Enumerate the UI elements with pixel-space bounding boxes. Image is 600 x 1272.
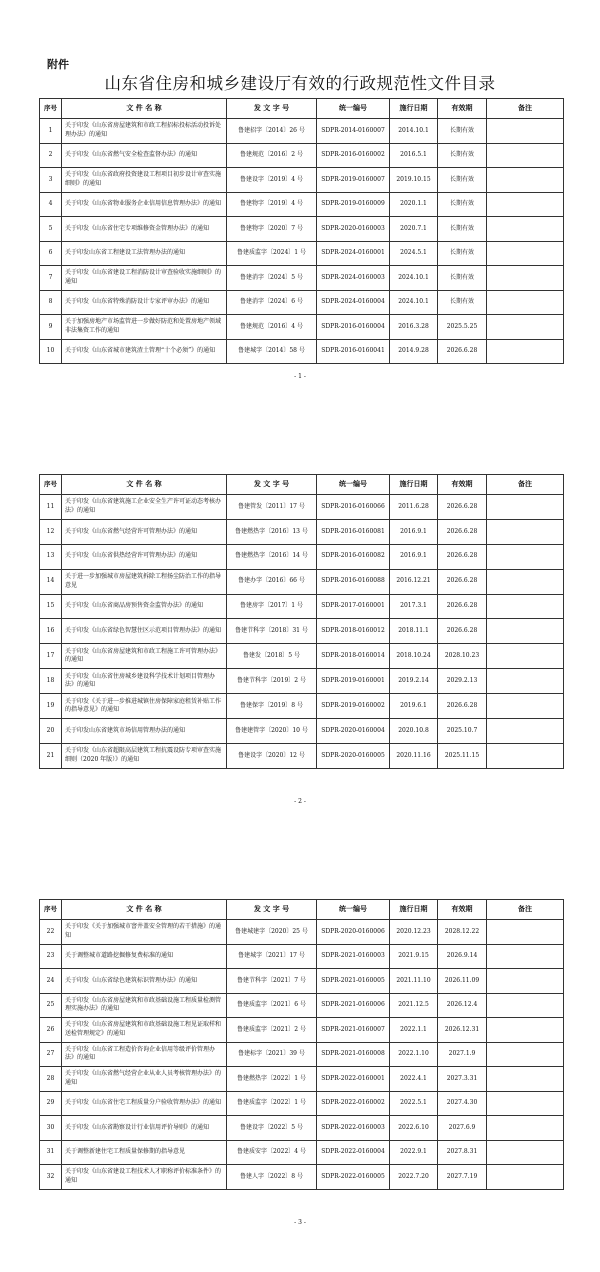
row-number-cell: 9 bbox=[40, 315, 62, 340]
row-number-cell: 24 bbox=[40, 969, 62, 994]
file-name-cell: 关于印发山东省建筑市场信用管理办法的通知 bbox=[62, 719, 227, 744]
unified-code-cell: SDPR-2020-0160004 bbox=[317, 719, 390, 744]
validity-period-cell: 长期有效 bbox=[438, 266, 487, 291]
file-name-cell: 关于印发《山东省住宅专项维修资金管理办法》的通知 bbox=[62, 217, 227, 242]
column-header-remark: 备注 bbox=[487, 900, 564, 920]
column-header-remark: 备注 bbox=[487, 475, 564, 495]
issue-number-cell: 鲁建标字〔2021〕39 号 bbox=[227, 1042, 317, 1067]
row-number-cell: 11 bbox=[40, 495, 62, 520]
issue-number-cell: 鲁建消字〔2024〕5 号 bbox=[227, 266, 317, 291]
issue-number-cell: 鲁建燃热字〔2016〕13 号 bbox=[227, 519, 317, 544]
effective-date-cell: 2018.10.24 bbox=[390, 644, 438, 669]
validity-period-cell: 长期有效 bbox=[438, 217, 487, 242]
validity-period-cell: 长期有效 bbox=[438, 119, 487, 144]
remark-cell bbox=[487, 1116, 564, 1141]
row-number-cell: 4 bbox=[40, 192, 62, 217]
remark-cell bbox=[487, 969, 564, 994]
remark-cell bbox=[487, 544, 564, 569]
table-row bbox=[40, 217, 564, 242]
unified-code-cell: SDPR-2021-0160003 bbox=[317, 944, 390, 969]
effective-date-cell: 2011.6.28 bbox=[390, 495, 438, 520]
remark-cell bbox=[487, 944, 564, 969]
file-table-page-3 bbox=[39, 899, 564, 1190]
effective-date-cell: 2017.3.1 bbox=[390, 594, 438, 619]
validity-period-cell: 2026.12.4 bbox=[438, 993, 487, 1018]
row-number-cell: 21 bbox=[40, 743, 62, 768]
issue-number-cell: 鲁建保字〔2019〕8 号 bbox=[227, 694, 317, 719]
row-number-cell: 30 bbox=[40, 1116, 62, 1141]
table-row bbox=[40, 168, 564, 193]
table-row bbox=[40, 495, 564, 520]
remark-cell bbox=[487, 1042, 564, 1067]
unified-code-cell: SDPR-2024-0160004 bbox=[317, 290, 390, 315]
remark-cell bbox=[487, 1091, 564, 1116]
remark-cell bbox=[487, 315, 564, 340]
file-name-cell: 关于印发《山东省燃气经营许可管理办法》的通知 bbox=[62, 519, 227, 544]
unified-code-cell: SDPR-2014-0160007 bbox=[317, 119, 390, 144]
unified-code-cell: SDPR-2020-0160005 bbox=[317, 743, 390, 768]
issue-number-cell: 鲁建节科字〔2021〕7 号 bbox=[227, 969, 317, 994]
row-number-cell: 3 bbox=[40, 168, 62, 193]
validity-period-cell: 2026.6.28 bbox=[438, 495, 487, 520]
unified-code-cell: SDPR-2019-0160002 bbox=[317, 694, 390, 719]
validity-period-cell: 2026.6.28 bbox=[438, 569, 487, 594]
validity-period-cell: 2025.10.7 bbox=[438, 719, 487, 744]
effective-date-cell: 2016.5.1 bbox=[390, 143, 438, 168]
table-row bbox=[40, 544, 564, 569]
row-number-cell: 10 bbox=[40, 339, 62, 364]
unified-code-cell: SDPR-2016-0160082 bbox=[317, 544, 390, 569]
row-number-cell: 25 bbox=[40, 993, 62, 1018]
effective-date-cell: 2022.9.1 bbox=[390, 1140, 438, 1165]
issue-number-cell: 鲁建设字〔2019〕4 号 bbox=[227, 168, 317, 193]
effective-date-cell: 2014.10.1 bbox=[390, 119, 438, 144]
remark-cell bbox=[487, 1165, 564, 1190]
validity-period-cell: 长期有效 bbox=[438, 192, 487, 217]
effective-date-cell: 2016.9.1 bbox=[390, 544, 438, 569]
validity-period-cell: 2028.12.22 bbox=[438, 920, 487, 945]
file-name-cell: 关于印发《山东省房屋建筑和市政工程施工许可管理办法》的通知 bbox=[62, 644, 227, 669]
column-header-code: 统一编号 bbox=[317, 99, 390, 119]
unified-code-cell: SDPR-2020-0160006 bbox=[317, 920, 390, 945]
column-header-issue-no: 发 文 字 号 bbox=[227, 900, 317, 920]
effective-date-cell: 2021.11.10 bbox=[390, 969, 438, 994]
unified-code-cell: SDPR-2021-0160007 bbox=[317, 1018, 390, 1043]
table-row bbox=[40, 743, 564, 768]
issue-number-cell: 鲁建燃热字〔2022〕1 号 bbox=[227, 1067, 317, 1092]
row-number-cell: 29 bbox=[40, 1091, 62, 1116]
effective-date-cell: 2024.10.1 bbox=[390, 266, 438, 291]
effective-date-cell: 2020.1.1 bbox=[390, 192, 438, 217]
file-name-cell: 关于印发《山东省物业服务企业信用信息管理办法》的通知 bbox=[62, 192, 227, 217]
file-name-cell: 关于印发《山东省勘察设计行业信用评价导则》的通知 bbox=[62, 1116, 227, 1141]
issue-number-cell: 鲁建房字〔2017〕1 号 bbox=[227, 594, 317, 619]
table-row bbox=[40, 1091, 564, 1116]
unified-code-cell: SDPR-2019-0160007 bbox=[317, 168, 390, 193]
issue-number-cell: 鲁建质安字〔2022〕4 号 bbox=[227, 1140, 317, 1165]
unified-code-cell: SDPR-2021-0160006 bbox=[317, 993, 390, 1018]
validity-period-cell: 2026.9.14 bbox=[438, 944, 487, 969]
validity-period-cell: 长期有效 bbox=[438, 143, 487, 168]
table-row bbox=[40, 569, 564, 594]
column-header-valid: 有效期 bbox=[438, 475, 487, 495]
table-row bbox=[40, 719, 564, 744]
row-number-cell: 17 bbox=[40, 644, 62, 669]
file-name-cell: 关于印发《山东省绿色智慧住区示范项目管理办法》的通知 bbox=[62, 619, 227, 644]
column-header-valid: 有效期 bbox=[438, 900, 487, 920]
file-table-page-1 bbox=[39, 98, 564, 364]
remark-cell bbox=[487, 719, 564, 744]
file-name-cell: 关于加强房地产市场监管进一步做好防范和处置房地产领域非法集资工作的通知 bbox=[62, 315, 227, 340]
remark-cell bbox=[487, 1018, 564, 1043]
column-header-name: 文 件 名 称 bbox=[62, 475, 227, 495]
table-header-row bbox=[40, 99, 564, 119]
table-row bbox=[40, 315, 564, 340]
effective-date-cell: 2021.9.15 bbox=[390, 944, 438, 969]
file-name-cell: 关于印发《山东省燃气经营企业从业人员考核管理办法》的通知 bbox=[62, 1067, 227, 1092]
row-number-cell: 16 bbox=[40, 619, 62, 644]
file-name-cell: 关于印发山东省工程建设工法管理办法的通知 bbox=[62, 241, 227, 266]
issue-number-cell: 鲁建管发〔2011〕17 号 bbox=[227, 495, 317, 520]
effective-date-cell: 2022.4.1 bbox=[390, 1067, 438, 1092]
row-number-cell: 23 bbox=[40, 944, 62, 969]
validity-period-cell: 2026.6.28 bbox=[438, 619, 487, 644]
column-header-date: 施行日期 bbox=[390, 900, 438, 920]
remark-cell bbox=[487, 217, 564, 242]
file-name-cell: 关于印发《关于加强城市窨井盖安全管理的若干措施》的通知 bbox=[62, 920, 227, 945]
validity-period-cell: 2027.8.31 bbox=[438, 1140, 487, 1165]
unified-code-cell: SDPR-2024-0160001 bbox=[317, 241, 390, 266]
file-name-cell: 关于印发《山东省特殊消防设计专家评审办法》的通知 bbox=[62, 290, 227, 315]
row-number-cell: 7 bbox=[40, 266, 62, 291]
effective-date-cell: 2018.11.1 bbox=[390, 619, 438, 644]
effective-date-cell: 2020.7.1 bbox=[390, 217, 438, 242]
issue-number-cell: 鲁建设字〔2022〕5 号 bbox=[227, 1116, 317, 1141]
effective-date-cell: 2019.6.1 bbox=[390, 694, 438, 719]
effective-date-cell: 2022.1.1 bbox=[390, 1018, 438, 1043]
issue-number-cell: 鲁建燃热字〔2016〕14 号 bbox=[227, 544, 317, 569]
table-row bbox=[40, 920, 564, 945]
row-number-cell: 26 bbox=[40, 1018, 62, 1043]
effective-date-cell: 2016.12.21 bbox=[390, 569, 438, 594]
remark-cell bbox=[487, 290, 564, 315]
row-number-cell: 1 bbox=[40, 119, 62, 144]
issue-number-cell: 鲁建招字〔2014〕26 号 bbox=[227, 119, 317, 144]
validity-period-cell: 2026.6.28 bbox=[438, 339, 487, 364]
column-header-no: 序号 bbox=[40, 99, 62, 119]
file-name-cell: 关于印发《山东省商品房预售资金监管办法》的通知 bbox=[62, 594, 227, 619]
validity-period-cell: 2027.6.9 bbox=[438, 1116, 487, 1141]
remark-cell bbox=[487, 569, 564, 594]
effective-date-cell: 2024.10.1 bbox=[390, 290, 438, 315]
effective-date-cell: 2024.5.1 bbox=[390, 241, 438, 266]
table-row bbox=[40, 1165, 564, 1190]
effective-date-cell: 2020.10.8 bbox=[390, 719, 438, 744]
unified-code-cell: SDPR-2022-0160001 bbox=[317, 1067, 390, 1092]
row-number-cell: 32 bbox=[40, 1165, 62, 1190]
file-name-cell: 关于印发《山东省建设工程技术人才职称评价标准条件》的通知 bbox=[62, 1165, 227, 1190]
unified-code-cell: SDPR-2021-0160008 bbox=[317, 1042, 390, 1067]
effective-date-cell: 2022.1.10 bbox=[390, 1042, 438, 1067]
unified-code-cell: SDPR-2022-0160003 bbox=[317, 1116, 390, 1141]
issue-number-cell: 鲁建人字〔2022〕8 号 bbox=[227, 1165, 317, 1190]
unified-code-cell: SDPR-2019-0160009 bbox=[317, 192, 390, 217]
validity-period-cell: 2027.7.19 bbox=[438, 1165, 487, 1190]
unified-code-cell: SDPR-2016-0160041 bbox=[317, 339, 390, 364]
row-number-cell: 14 bbox=[40, 569, 62, 594]
row-number-cell: 2 bbox=[40, 143, 62, 168]
row-number-cell: 19 bbox=[40, 694, 62, 719]
unified-code-cell: SDPR-2016-0160066 bbox=[317, 495, 390, 520]
table-row bbox=[40, 290, 564, 315]
validity-period-cell: 2026.11.09 bbox=[438, 969, 487, 994]
file-name-cell: 关于印发《山东省供热经营许可管理办法》的通知 bbox=[62, 544, 227, 569]
validity-period-cell: 长期有效 bbox=[438, 168, 487, 193]
unified-code-cell: SDPR-2022-0160004 bbox=[317, 1140, 390, 1165]
validity-period-cell: 2027.3.31 bbox=[438, 1067, 487, 1092]
attachment-label: 附件 bbox=[47, 58, 69, 71]
table-row bbox=[40, 1042, 564, 1067]
row-number-cell: 15 bbox=[40, 594, 62, 619]
remark-cell bbox=[487, 1067, 564, 1092]
file-name-cell: 关于调整新建住宅工程质量保修期的指导意见 bbox=[62, 1140, 227, 1165]
unified-code-cell: SDPR-2016-0160002 bbox=[317, 143, 390, 168]
effective-date-cell: 2021.12.5 bbox=[390, 993, 438, 1018]
row-number-cell: 31 bbox=[40, 1140, 62, 1165]
issue-number-cell: 鲁建城字〔2014〕58 号 bbox=[227, 339, 317, 364]
unified-code-cell: SDPR-2016-0160004 bbox=[317, 315, 390, 340]
table-row bbox=[40, 993, 564, 1018]
validity-period-cell: 2026.6.28 bbox=[438, 544, 487, 569]
file-name-cell: 关于印发《山东省建筑施工企业安全生产许可证动态考核办法》的通知 bbox=[62, 495, 227, 520]
table-row bbox=[40, 241, 564, 266]
column-header-no: 序号 bbox=[40, 475, 62, 495]
issue-number-cell: 鲁建规范〔2016〕2 号 bbox=[227, 143, 317, 168]
validity-period-cell: 2026.6.28 bbox=[438, 519, 487, 544]
file-name-cell: 关于印发《关于进一步推进城镇住房保障家庭租赁补贴工作的指导意见》的通知 bbox=[62, 694, 227, 719]
remark-cell bbox=[487, 743, 564, 768]
effective-date-cell: 2022.6.10 bbox=[390, 1116, 438, 1141]
unified-code-cell: SDPR-2022-0160002 bbox=[317, 1091, 390, 1116]
remark-cell bbox=[487, 168, 564, 193]
unified-code-cell: SDPR-2018-0160014 bbox=[317, 644, 390, 669]
table-row bbox=[40, 1018, 564, 1043]
document-title: 山东省住房和城乡建设厅有效的行政规范性文件目录 bbox=[104, 74, 496, 93]
issue-number-cell: 鲁建发〔2018〕5 号 bbox=[227, 644, 317, 669]
column-header-name: 文 件 名 称 bbox=[62, 99, 227, 119]
effective-date-cell: 2022.5.1 bbox=[390, 1091, 438, 1116]
validity-period-cell: 2025.5.25 bbox=[438, 315, 487, 340]
row-number-cell: 27 bbox=[40, 1042, 62, 1067]
validity-period-cell: 2026.6.28 bbox=[438, 594, 487, 619]
issue-number-cell: 鲁建物字〔2019〕4 号 bbox=[227, 192, 317, 217]
remark-cell bbox=[487, 119, 564, 144]
issue-number-cell: 鲁建质监字〔2021〕2 号 bbox=[227, 1018, 317, 1043]
unified-code-cell: SDPR-2024-0160003 bbox=[317, 266, 390, 291]
remark-cell bbox=[487, 619, 564, 644]
table-header-row bbox=[40, 900, 564, 920]
effective-date-cell: 2020.11.16 bbox=[390, 743, 438, 768]
remark-cell bbox=[487, 594, 564, 619]
unified-code-cell: SDPR-2016-0160081 bbox=[317, 519, 390, 544]
issue-number-cell: 鲁建消字〔2024〕6 号 bbox=[227, 290, 317, 315]
remark-cell bbox=[487, 694, 564, 719]
table-header-row bbox=[40, 475, 564, 495]
unified-code-cell: SDPR-2016-0160088 bbox=[317, 569, 390, 594]
remark-cell bbox=[487, 266, 564, 291]
table-row bbox=[40, 669, 564, 694]
issue-number-cell: 鲁建规范〔2016〕4 号 bbox=[227, 315, 317, 340]
remark-cell bbox=[487, 1140, 564, 1165]
issue-number-cell: 鲁建城建字〔2020〕25 号 bbox=[227, 920, 317, 945]
row-number-cell: 8 bbox=[40, 290, 62, 315]
file-name-cell: 关于进一步加强城市房屋建筑拆除工程扬尘防治工作的指导意见 bbox=[62, 569, 227, 594]
issue-number-cell: 鲁建节科字〔2018〕31 号 bbox=[227, 619, 317, 644]
issue-number-cell: 鲁建建管字〔2020〕10 号 bbox=[227, 719, 317, 744]
row-number-cell: 5 bbox=[40, 217, 62, 242]
issue-number-cell: 鲁建办字〔2016〕66 号 bbox=[227, 569, 317, 594]
table-row bbox=[40, 519, 564, 544]
unified-code-cell: SDPR-2017-0160001 bbox=[317, 594, 390, 619]
file-table-page-2 bbox=[39, 474, 564, 769]
validity-period-cell: 长期有效 bbox=[438, 241, 487, 266]
column-header-code: 统一编号 bbox=[317, 475, 390, 495]
table-row bbox=[40, 694, 564, 719]
table-row bbox=[40, 1067, 564, 1092]
file-name-cell: 关于印发《山东省建设工程消防设计审查验收实施细则》的通知 bbox=[62, 266, 227, 291]
issue-number-cell: 鲁建设字〔2020〕12 号 bbox=[227, 743, 317, 768]
table-row bbox=[40, 266, 564, 291]
validity-period-cell: 2029.2.13 bbox=[438, 669, 487, 694]
unified-code-cell: SDPR-2018-0160012 bbox=[317, 619, 390, 644]
remark-cell bbox=[487, 143, 564, 168]
table-row bbox=[40, 944, 564, 969]
file-name-cell: 关于印发《山东省房屋建筑和市政基础设施工程质量检测管理实施办法》的通知 bbox=[62, 993, 227, 1018]
issue-number-cell: 鲁建质监字〔2024〕1 号 bbox=[227, 241, 317, 266]
validity-period-cell: 2027.1.9 bbox=[438, 1042, 487, 1067]
remark-cell bbox=[487, 519, 564, 544]
column-header-no: 序号 bbox=[40, 900, 62, 920]
column-header-date: 施行日期 bbox=[390, 475, 438, 495]
table-row bbox=[40, 119, 564, 144]
effective-date-cell: 2014.9.28 bbox=[390, 339, 438, 364]
table-row bbox=[40, 594, 564, 619]
validity-period-cell: 2025.11.15 bbox=[438, 743, 487, 768]
table-row bbox=[40, 644, 564, 669]
file-name-cell: 关于印发《山东省房屋建筑和市政基础设施工程见证取样和送检管理规定》的通知 bbox=[62, 1018, 227, 1043]
row-number-cell: 12 bbox=[40, 519, 62, 544]
remark-cell bbox=[487, 993, 564, 1018]
column-header-issue-no: 发 文 字 号 bbox=[227, 475, 317, 495]
row-number-cell: 20 bbox=[40, 719, 62, 744]
file-name-cell: 关于印发《山东省政府投资建设工程项目初步设计审查实施细则》的通知 bbox=[62, 168, 227, 193]
remark-cell bbox=[487, 920, 564, 945]
file-name-cell: 关于印发《山东省工程造价咨询企业信用等级评价管理办法》的通知 bbox=[62, 1042, 227, 1067]
validity-period-cell: 2027.4.30 bbox=[438, 1091, 487, 1116]
issue-number-cell: 鲁建质监字〔2021〕6 号 bbox=[227, 993, 317, 1018]
effective-date-cell: 2016.9.1 bbox=[390, 519, 438, 544]
file-name-cell: 关于印发《山东省住房城乡建设科学技术计划项目管理办法》的通知 bbox=[62, 669, 227, 694]
remark-cell bbox=[487, 241, 564, 266]
column-header-remark: 备注 bbox=[487, 99, 564, 119]
page-number: - 1 - bbox=[294, 373, 306, 380]
issue-number-cell: 鲁建节科字〔2019〕2 号 bbox=[227, 669, 317, 694]
table-row bbox=[40, 969, 564, 994]
row-number-cell: 6 bbox=[40, 241, 62, 266]
validity-period-cell: 长期有效 bbox=[438, 290, 487, 315]
file-name-cell: 关于印发《山东省燃气安全检查监督办法》的通知 bbox=[62, 143, 227, 168]
effective-date-cell: 2019.10.15 bbox=[390, 168, 438, 193]
validity-period-cell: 2028.10.23 bbox=[438, 644, 487, 669]
validity-period-cell: 2026.12.31 bbox=[438, 1018, 487, 1043]
remark-cell bbox=[487, 669, 564, 694]
remark-cell bbox=[487, 644, 564, 669]
effective-date-cell: 2020.12.23 bbox=[390, 920, 438, 945]
column-header-issue-no: 发 文 字 号 bbox=[227, 99, 317, 119]
file-name-cell: 关于印发《山东省房屋建筑和市政工程招标投标活动投诉处理办法》的通知 bbox=[62, 119, 227, 144]
column-header-valid: 有效期 bbox=[438, 99, 487, 119]
row-number-cell: 28 bbox=[40, 1067, 62, 1092]
file-name-cell: 关于印发《山东省绿色建筑标识管理办法》的通知 bbox=[62, 969, 227, 994]
file-name-cell: 关于印发《山东省住宅工程质量分户验收管理办法》的通知 bbox=[62, 1091, 227, 1116]
file-name-cell: 关于印发《山东省城市建筑渣土管理“十个必须”》的通知 bbox=[62, 339, 227, 364]
row-number-cell: 13 bbox=[40, 544, 62, 569]
effective-date-cell: 2022.7.20 bbox=[390, 1165, 438, 1190]
column-header-name: 文 件 名 称 bbox=[62, 900, 227, 920]
row-number-cell: 18 bbox=[40, 669, 62, 694]
effective-date-cell: 2016.3.28 bbox=[390, 315, 438, 340]
file-name-cell: 关于调整城市道路挖掘修复费标准的通知 bbox=[62, 944, 227, 969]
validity-period-cell: 2026.6.28 bbox=[438, 694, 487, 719]
issue-number-cell: 鲁建质监字〔2022〕1 号 bbox=[227, 1091, 317, 1116]
unified-code-cell: SDPR-2019-0160001 bbox=[317, 669, 390, 694]
column-header-code: 统一编号 bbox=[317, 900, 390, 920]
unified-code-cell: SDPR-2021-0160005 bbox=[317, 969, 390, 994]
table-row bbox=[40, 1116, 564, 1141]
remark-cell bbox=[487, 192, 564, 217]
row-number-cell: 22 bbox=[40, 920, 62, 945]
column-header-date: 施行日期 bbox=[390, 99, 438, 119]
table-row bbox=[40, 143, 564, 168]
effective-date-cell: 2019.2.14 bbox=[390, 669, 438, 694]
unified-code-cell: SDPR-2020-0160003 bbox=[317, 217, 390, 242]
unified-code-cell: SDPR-2022-0160005 bbox=[317, 1165, 390, 1190]
table-row bbox=[40, 1140, 564, 1165]
table-row bbox=[40, 339, 564, 364]
file-name-cell: 关于印发《山东省超限高层建筑工程抗震设防专项审查实施细则（2020 年版）》的通知 bbox=[62, 743, 227, 768]
remark-cell bbox=[487, 495, 564, 520]
issue-number-cell: 鲁建城字〔2021〕17 号 bbox=[227, 944, 317, 969]
issue-number-cell: 鲁建物字〔2020〕7 号 bbox=[227, 217, 317, 242]
page-number: - 2 - bbox=[294, 798, 306, 805]
page-number: - 3 - bbox=[294, 1219, 306, 1226]
table-row bbox=[40, 192, 564, 217]
table-row bbox=[40, 619, 564, 644]
remark-cell bbox=[487, 339, 564, 364]
